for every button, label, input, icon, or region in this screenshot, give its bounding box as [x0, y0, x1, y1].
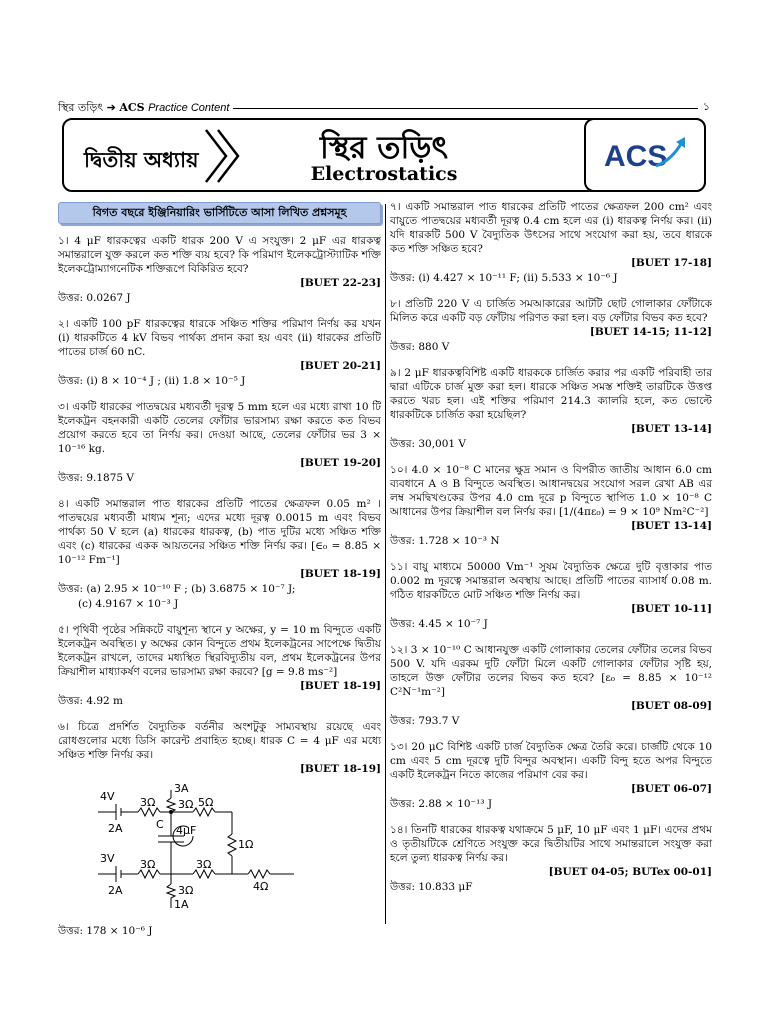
label-r-right: 1Ω: [238, 838, 254, 851]
question-text-block: [58, 400, 381, 456]
question-text: একটি সমান্তরাল পাত ধারকের প্রতিটি পাতের ক্ষেত্রফল 0.05 m² । পাতদ্বয়ের মধ্যবর্তী মাধ্যম শূন্য; এদের মধ্যে দূরত্ব 0.0015 m এবং বিভব পার্থক্য 50 V হলে (a) ধারকের ধারকত্ব, (b) পাত দুটির মধ্যে সঞ্চিত শক্তি এবং (c) ধারকের একক আয়তনের সঞ্চিত শক্তি নির্ণয় কর। [∈₀ = 8.85 × 10⁻¹² Fm⁻¹]: [58, 498, 382, 566]
question-text: একটি সমান্তরাল পাত ধারকের প্রতিটি পাতের ক্ষেত্রফল 200 cm² এবং বায়ুতে পাতদ্বয়ের মধ্যবর্তী দূরত্ব 0.4 cm হলে এর (i) ধারকত্ব নির্ণয় কর। (ii) যদি ধারকটি 500 V বৈদ্যুতিক উৎসের সাথে সংযোগ করা হয়, তবে ধারকে কত শক্তি সঞ্চিত হবে?: [390, 201, 712, 255]
question-text-block: [58, 720, 381, 762]
question-item: [390, 560, 712, 631]
question-item: [390, 740, 712, 811]
question-answer: উত্তর: 9.1875 V: [58, 472, 134, 484]
label-i-top: 3A: [174, 784, 189, 795]
question-number: ৪।: [58, 498, 69, 510]
label-i-bot: 1A: [174, 898, 189, 911]
chapter-title-bn: স্থির তড়িৎ: [319, 130, 449, 166]
question-reference: [BUET 17-18]: [630, 257, 712, 269]
question-text: তিনটি ধারকের ধারকত্ব যথাক্রমে 5 μF, 10 μF এবং 1 μF। এদের প্রথম ও তৃতীয়টিকে শ্রেণিতে সংযুক্ত করে দ্বিতীয়টির সাথে সমান্তরালে সংযুক্ত করা হলে তুল্য ধারকত্ব নির্ণয় কর।: [390, 824, 712, 864]
question-item: [58, 497, 381, 611]
circuit-diagram: [98, 784, 298, 912]
question-number: ৭।: [390, 201, 401, 213]
question-text: বায়ু মাধ্যমে 50000 Vm⁻¹ সুষম বৈদ্যুতিক ক্ষেত্রে দুটি বৃত্তাকার পাত 0.002 m দূরত্বে সমান্তরাল অবস্থায় আছে। প্রতিটি পাতের ব্যাসার্ধ 0.08 m. গঠিত ধারকটিতে মোট সঞ্চিত শক্তি নির্ণয় কর।: [390, 561, 713, 601]
question-reference: [BUET 14-15; 11-12]: [589, 326, 712, 338]
question-reference: [BUET 13-14]: [630, 520, 712, 532]
question-text: চিত্রে প্রদর্শিত বৈদ্যুতিক বর্তনীর অংশটুকু সাম্যবস্থায় রয়েছে এবং রোধগুলোর মধ্যে ডিসি কারেন্ট প্রবাহিত হচ্ছে। ধারক C = 4 μF এর মধ্যে সঞ্চিত শক্তি নির্ণয় কর।: [58, 721, 381, 761]
label-r-top2: 5Ω: [198, 796, 214, 809]
question-item: [58, 623, 381, 708]
question-answer: উত্তর: (i) 8 × 10⁻⁴ J ; (ii) 1.8 × 10⁻⁵ J: [58, 375, 246, 387]
question-text-block: [390, 560, 712, 602]
question-number: ১।: [58, 235, 69, 247]
question-answer: উত্তর: 880 V: [390, 341, 450, 353]
question-text-block: [58, 317, 381, 359]
question-text-block: [58, 234, 381, 276]
chapter-label: দ্বিতীয় অধ্যায়: [84, 147, 199, 172]
question-answer: উত্তর: 4.92 m: [58, 695, 124, 707]
question-answer: (c) 4.9167 × 10⁻³ J: [78, 598, 179, 610]
right-column: [390, 200, 712, 906]
question-reference: [BUET 18-19]: [299, 763, 381, 775]
acs-logo-text: ACS: [604, 140, 668, 173]
label-r-mid: 3Ω: [196, 858, 212, 871]
question-number: ৯।: [390, 367, 401, 379]
question-text-block: [390, 463, 712, 519]
question-answer: উত্তর: (a) 2.95 × 10⁻¹⁰ F ; (b) 3.6875 × 10⁻⁷ J;: [58, 583, 296, 595]
question-reference: [BUET 18-19]: [299, 568, 381, 580]
question-number: ১১।: [390, 561, 408, 573]
question-item: [58, 317, 381, 388]
question-item: [58, 234, 381, 305]
question-answer: উত্তর: 1.728 × 10⁻³ N: [390, 535, 500, 547]
question-reference: [BUET 06-07]: [630, 783, 712, 795]
running-header-left: [58, 99, 229, 118]
question-text: 20 μC বিশিষ্ট একটি চার্জ বৈদ্যুতিক ক্ষেত্র তৈরি করে। চার্জটি থেকে 10 cm এবং 5 cm দূরত্বে দুটি বিন্দুর অবস্থান। একটি বিন্দু হতে অপর বিন্দুতে একটি ইলেকট্রন নিতে কাজের পরিমাণ বের কর।: [390, 741, 712, 781]
page-number: ১: [702, 100, 710, 113]
label-i2: 2A: [108, 884, 123, 897]
left-questions: [58, 234, 381, 776]
column-divider: [385, 204, 386, 924]
question-text: একটি ধারকের পাতদ্বয়ের মধ্যবর্তী দূরত্ব 5 mm হলে এর মধ্যে রাখা 10 টি ইলেকট্রন বহনকারী একটি তেলের ফোঁটার ভারসাম্য রক্ষা করতে কত বিভব প্রয়োগ করতে হবে তা নির্ণয় কর। দেওয়া আছে, তেলের ফোঁটার ভর 3 × 10⁻¹⁶ kg.: [58, 401, 381, 455]
question-text-block: [58, 497, 381, 567]
label-r2: 3Ω: [140, 858, 156, 871]
label-i1: 2A: [108, 822, 123, 835]
right-questions: [390, 200, 712, 894]
question-text-block: [390, 643, 712, 699]
question-text: একটি 100 pF ধারকত্বের ধারকে সঞ্চিত শক্তির পরিমাণ নির্ণয় কর যখন (i) ধারকটিতে 4 kV বিভব পার্থক্য প্রদান করা হয় এবং (ii) ধারকের প্রতিটি পাতের চার্জ 60 nC.: [58, 318, 381, 358]
label-v1: 4V: [100, 790, 115, 803]
question-text: 2 μF ধারকত্ববিশিষ্ট একটি ধারককে চার্জিত করার পর একটি পরিবাহী তার দ্বারা এটিকে চার্জ মুক্ত করা হল। ধারকে সঞ্চিত সমস্ত শক্তিই তারটিকে উত্তপ্ত করতে খরচ হল। এই শক্তির পরিমাণ 214.3 ক্যালরি হলে, কত ভোল্টে ধারকটিকে চার্জিত করা হয়েছিল?: [390, 367, 713, 421]
question-text: প্রতিটি 220 V এ চার্জিত সমআকারের আটটি ছোট গোলাকার ফোঁটাকে মিলিত করে একটি বড় ফোঁটায় পরিণত করা হল। বড় ফোঁটার বিভব কত হবে?: [390, 298, 712, 324]
question-text: 4.0 × 10⁻⁸ C মানের ক্ষুদ্র সমান ও বিপরীত জাতীয় আধান 6.0 cm ব্যবধানে A ও B বিন্দুতে অবস্থিত। আধানদ্বয়ের সংযোগ সরল রেখা AB এর লম্ব সমদ্বিখণ্ডকের উপর 4.0 cm দূরে p বিন্দুতে স্থাপিত 1.0 × 10⁻⁸ C আধানের উপর ক্রিয়াশীল বল নির্ণয় কর। [1/(4πε₀) = 9 × 10⁹ Nm²C⁻²]: [390, 464, 712, 518]
question-answer: উত্তর: 793.7 V: [390, 715, 460, 727]
question-answer: উত্তর: 10.833 μF: [390, 881, 473, 893]
question-item: [390, 823, 712, 894]
label-r-top: 3Ω: [178, 798, 194, 811]
label-r1: 3Ω: [140, 796, 156, 809]
running-brand: ACS: [119, 101, 145, 114]
question-text-block: [390, 740, 712, 782]
running-title: স্থির তড়িৎ: [58, 101, 104, 114]
question-reference: [BUET 18-19]: [299, 680, 381, 692]
header-rule: [233, 108, 698, 109]
question-number: ১৪।: [390, 824, 408, 836]
question-text: 4 μF ধারকত্বের একটি ধারক 200 V এ সংযুক্ত। 2 μF এর ধারকত্ব সমান্তরালে যুক্ত করলে কত শক্তি ব্যয় হবে? কি পরিমাণ ইলেকট্রোস্ট্যাটিক শক্তি ইলেকট্রোম্যাগনেটিক শক্তিরূপে বিকিরিত হবে?: [58, 235, 382, 275]
question-text-block: [390, 366, 712, 422]
arrow-icon: ➔: [106, 101, 116, 114]
question-item: [58, 400, 381, 485]
question-item: [390, 366, 712, 451]
question-reference: [BUET 08-09]: [630, 700, 712, 712]
question-item: [390, 643, 712, 728]
question-item: [390, 297, 712, 354]
question-text-block: [390, 200, 712, 256]
question-text: 3 × 10⁻¹⁰ C আধানযুক্ত একটি গোলাকার তেলের ফোঁটার তলের বিভব 500 V. যদি এরকম দুটি ফোঁটা মিলে একটি গোলাকার ফোঁটার সৃষ্টি হয়, তাহলে উক্ত ফোঁটার তলের বিভব কত হবে? [ε₀ = 8.85 × 10⁻¹² C²N⁻¹m⁻²]: [390, 644, 712, 698]
question-answer: উত্তর: (i) 4.427 × 10⁻¹¹ F; (ii) 5.533 × 10⁻⁶ J: [390, 272, 618, 284]
question-answer: উত্তর: 0.0267 J: [58, 292, 131, 304]
question-number: ৬।: [58, 721, 69, 733]
question-item: [58, 720, 381, 776]
question-reference: [BUET 22-23]: [299, 277, 381, 289]
question-answer: উত্তর: 4.45 × 10⁻⁷ J: [390, 618, 488, 630]
question-reference: [BUET 20-21]: [299, 360, 381, 372]
question-text-block: [390, 823, 712, 865]
label-v2: 3V: [100, 852, 115, 865]
question-answer: উত্তর: 30,001 V: [390, 438, 466, 450]
chapter-title-en: Electrostatics: [310, 163, 458, 185]
question-reference: [BUET 13-14]: [630, 423, 712, 435]
question-number: ৩।: [58, 401, 69, 413]
question-text: পৃথিবী পৃষ্ঠের সন্নিকটে বায়ুশূন্য স্থানে y অক্ষের, y = 10 m বিন্দুতে একটি ইলেকট্রন অবস্থিত। y অক্ষের কোন বিন্দুতে প্রথম ইলেকট্রনের সাপেক্ষে দ্বিতীয় ইলেকট্রন রাখলে, তাদের মধ্যস্থিত স্থিরবিদ্যুতীয় বল, প্রথম ইলেকট্রনের উপর ক্রিয়াশীল মাধ্যাকর্ষণ বলের ভারসাম্য রক্ষা করবে? [g = 9.8 ms⁻²]: [58, 624, 381, 678]
chapter-banner: [62, 118, 706, 192]
question-number: ১০।: [390, 464, 408, 476]
left-column: [58, 200, 381, 938]
acs-logo: [584, 118, 706, 192]
label-r-bot: 3Ω: [178, 884, 194, 897]
question-reference: [BUET 19-20]: [299, 457, 381, 469]
question-reference: [BUET 04-05; BUTex 00-01]: [548, 866, 712, 878]
question-number: ৮।: [390, 298, 401, 310]
label-cap-c: C: [156, 818, 164, 831]
question-reference: [BUET 10-11]: [630, 603, 712, 615]
question-number: ১৩।: [390, 741, 408, 753]
label-cap-val: 4μF: [176, 824, 197, 837]
question-item: [390, 463, 712, 548]
label-r-4: 4Ω: [253, 880, 269, 893]
question-answer: উত্তর: 2.88 × 10⁻¹³ J: [390, 798, 493, 810]
question-number: ২।: [58, 318, 69, 330]
section-title: বিগত বছরে ইঞ্জিনিয়ারিং ভার্সিটিতে আসা লিখিত প্রশ্নসমূহ: [58, 202, 381, 224]
acs-logo-image: [586, 120, 704, 190]
question-number: ১২।: [390, 644, 408, 656]
question-item: [390, 200, 712, 285]
running-header: [58, 98, 710, 116]
running-subtitle: Practice Content: [148, 102, 230, 114]
question-number: ৫।: [58, 624, 69, 636]
question-6-answer: উত্তর: 178 × 10⁻⁶ J: [58, 925, 153, 937]
question-text-block: [390, 297, 712, 325]
question-text-block: [58, 623, 381, 679]
